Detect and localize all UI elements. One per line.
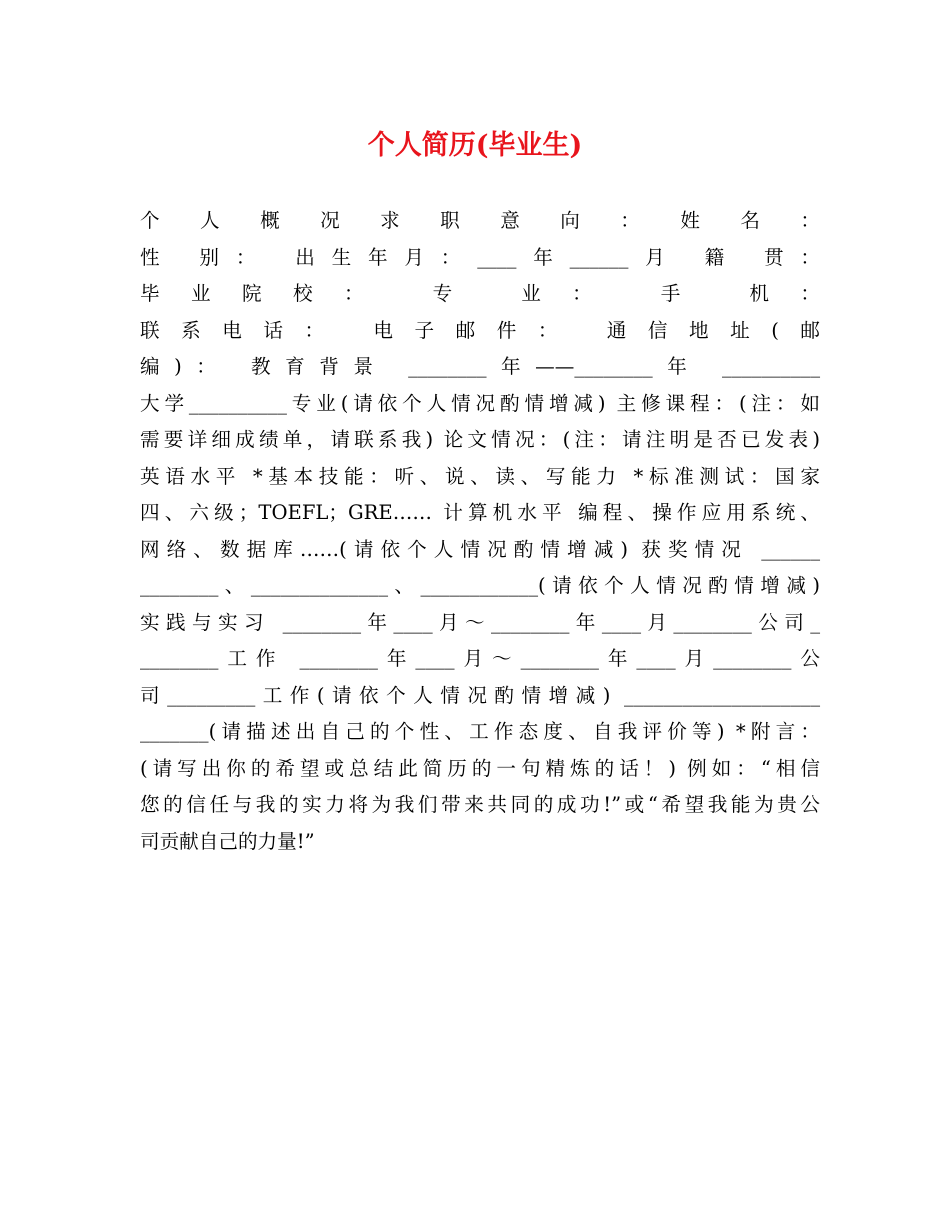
body-line: 联系电话： 电子邮件： 通信地址(邮 xyxy=(140,318,820,342)
body-line: (请写出你的希望或总结此简历的一句精炼的话！) 例如：“相信 xyxy=(140,756,820,780)
body-line: 毕业院校： 专 业： 手 机： xyxy=(140,282,820,305)
body-line: ________、______________、____________(请依个人情况酌情增减) xyxy=(140,574,820,597)
body-line: 编)： 教育背景 ________年——________年 __________ xyxy=(140,355,820,378)
document-body xyxy=(140,203,820,860)
body-line: 个 人 概 况 求 职 意 向 ： 姓 名 ： xyxy=(140,209,820,232)
body-line: 司贡献自己的力量!” xyxy=(140,829,315,853)
body-line: 网络、数据库……(请依个人情况酌情增减) 获奖情况 ______ xyxy=(140,537,820,561)
body-line: 司_________工作(请依个人情况酌情增减) ____________________ xyxy=(140,683,820,707)
body-line: ________工作 ________年____月～________年____月________公 xyxy=(140,647,820,670)
body-line: 四、六级；TOEFL；GRE…… 计算机水平 编程、操作应用系统、 xyxy=(140,501,820,524)
body-line: 实践与实习 ________年____月～________年____月________公司_ xyxy=(140,610,820,634)
body-line: 英语水平 *基本技能：听、说、读、写能力 *标准测试：国家 xyxy=(140,464,820,488)
body-line: _______(请描述出自己的个性、工作态度、自我评价等) *附言： xyxy=(140,720,820,743)
body-line: 您的信任与我的实力将为我们带来共同的成功!”或“希望我能为贵公 xyxy=(140,793,820,816)
body-line: 性 别： 出生年月：____年______月 籍 贯： xyxy=(140,245,820,269)
body-line: 需要详细成绩单，请联系我) 论文情况：(注：请注明是否已发表) xyxy=(140,428,820,451)
body-line: 大学__________专业(请依个人情况酌情增减) 主修课程：(注：如 xyxy=(140,391,820,415)
document-title: 个人简历(毕业生) xyxy=(367,130,583,161)
